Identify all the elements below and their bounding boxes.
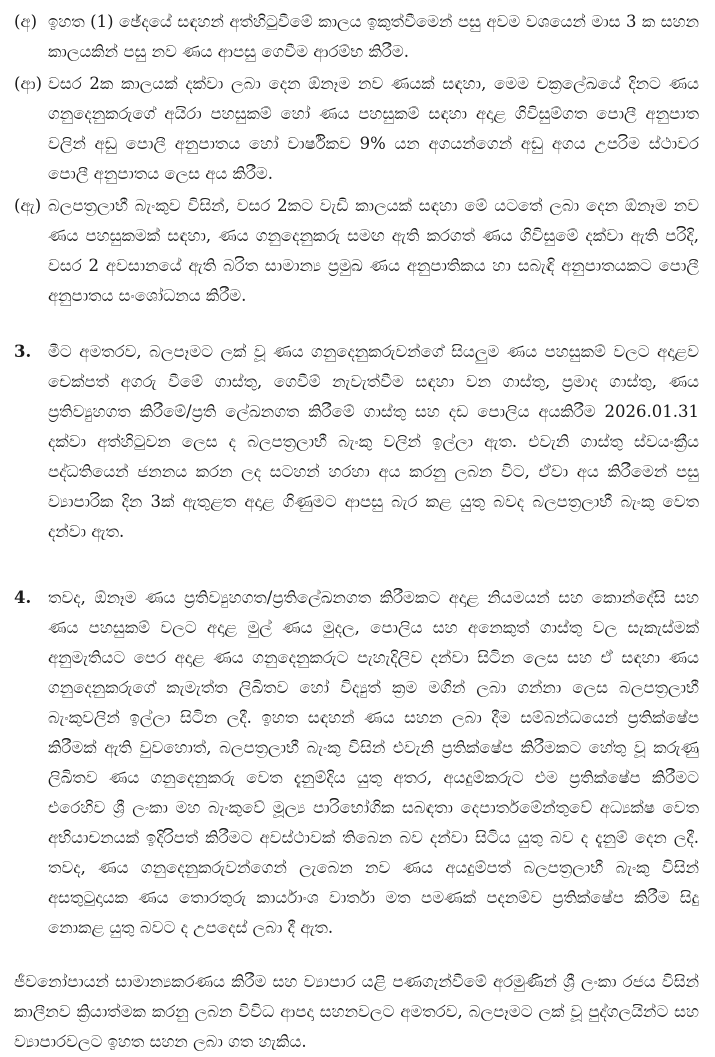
item-label-aa: (ආ) xyxy=(14,74,43,93)
item-label-ae: (ඇ) xyxy=(14,196,42,215)
item-text-aa: වසර 2ක කාලයක් දක්වා ලබා දෙන ඕනෑම නව ණයක් සඳහා, මෙම චක්‍රලේඛයේ දිනට ණය ගනුදෙනුකරුගේ අයිරා පහසුකම් හෝ ණය පහසුකම් සඳහා අදාළ ගිවිසුම්ගත පොලී අනුපාත වලින් අඩු පොලී අනුපාතය හෝ වාර්ෂිකව 9% යන අගයන්ගෙන් අඩු අගය උපරිම ස්ථාවර පොලී අනුපාතය ලෙස අය කිරීම. xyxy=(48,74,699,183)
item-number-3: 3. xyxy=(14,342,32,361)
lettered-item-aa xyxy=(14,69,699,189)
item-text-3: මීට අමතරව, බලපෑමට ලක් වූ ණය ගනුදෙනුකරුවන්ගේ සියලුම ණය පහසුකම් වලට අදාළව චෙක්පත් අගරු වීමේ ගාස්තු, ගෙවීම් නැවැත්වීම සඳහා වන ගාස්තු, ප්‍රමාද ගාස්තු, ණය ප්‍රතිව්‍යුහගත කිරීමේ/ප්‍රති ලේඛනගත කිරීමේ ගාස්තු සහ දඩ පොලිය අයකිරීම 2026.01.31 දක්වා අත්හිටුවන ලෙස ද බලපත්‍රලාභී බැංකු වලින් ඉල්ලා ඇත. එවැනි ගාස්තු ස්වයංක්‍රීය පද්ධතියෙන් ජනනය කරන ලද සටහන් හරහා අය කරනු ලබන විට, ඒවා අය කිරීමෙන් පසු ව්‍යාපාරික දින 3ක් ඇතුළත අදාළ ගිණුමට ආපසු බැර කළ යුතු බවද බලපත්‍රලාභී බැංකු වෙත දන්වා ඇත. xyxy=(48,342,699,541)
item-number-4: 4. xyxy=(14,588,32,607)
item-text-a: ඉහත (1) ඡේදයේ සඳහන් අත්හිටුවීමේ කාලය ඉකුත්වීමෙන් පසු අවම වශයෙන් මාස 3 ක සහන කාලයකින් පසු නව ණය ආපසු ගෙවීම ආරම්භ කිරීම. xyxy=(48,12,699,61)
lettered-item-a xyxy=(14,7,699,67)
item-label-a: (අ) xyxy=(14,12,38,31)
closing-paragraph: ජීවනෝපායන් සාමාන්‍යකරණය කිරීම සහ ව්‍යාපාර යළි පණගැන්වීමේ අරමුණින් ශ්‍රී ලංකා රජය විසින් කාලීනව ක්‍රියාත්මක කරනු ලබන විවිධ ආපදා සහනවලට අමතරව, බලපෑමට ලක් වූ පුද්ගලයින්ට සහ ව්‍යාපාරවලට ඉහත සහන ලබා ගත හැකිය. xyxy=(14,972,699,1051)
item-text-ae: බලපත්‍රලාභී බැංකුව විසින්, වසර 2කට වැඩි කාලයක් සඳහා මේ යටතේ ලබා දෙන ඕනෑම නව ණය පහසුකමක් සඳහා, ණය ගනුදෙනුකරු සමඟ ඇති කරගත් ණය ගිවිසුමේ දක්වා ඇති පරිදි, වසර 2 අවසානයේ ඇති බරිත සාමාන්‍ය ප්‍රමුඛ ණය අනුපාතිකය හා සබැඳි අනුපාතයකට පොලී අනුපාතය සංශෝධනය කිරීම. xyxy=(48,196,699,305)
lettered-item-ae xyxy=(14,191,699,311)
numbered-item-4 xyxy=(14,583,699,943)
numbered-item-3 xyxy=(14,337,699,547)
item-text-4: තවද, ඕනෑම ණය ප්‍රතිව්‍යුහගත/ප්‍රතිලේඛනගත කිරීමකට අදාළ නියමයන් සහ කොන්දේසි සහ ණය පහසුකම් වලට අදාළ මුල් ණය මුදල, පොලිය සහ අනෙකුත් ගාස්තු වල සැකැස්මක් අනුමැතියට පෙර අදාළ ණය ගනුදෙනුකරුට පැහැදිලිව දන්වා සිටින ලෙස සහ ඒ සඳහා ණය ගනුදෙනුකරුගේ කැමැත්ත ලිඛිතව හෝ විද්‍යුත් ක්‍රම මගින් ලබා ගන්නා ලෙස බලපත්‍රලාභී බැංකුවලින් ඉල්ලා සිටින ලදී. ඉහත සඳහන් ණය සහන ලබා දීම සම්බන්ධයෙන් ප්‍රතික්ෂේප කිරීමක් ඇති වුවහොත්, බලපත්‍රලාභී බැංකු විසින් එවැනි ප්‍රතික්ෂේප කිරීමකට හේතු වූ කරුණු ලිඛිතව ණය ගනුදෙනුකරු වෙත දැනුම්දිය යුතු අතර, අයදුම්කරුට එම ප්‍රතික්ෂේප කිරීමට එරෙහිව ශ්‍රී ලංකා මහ බැංකුවේ මූල්‍ය පාරිභෝගික සබඳතා දෙපාර්තමේන්තුවේ අධ්‍යක්ෂ වෙත අභියාචනයක් ඉදිරිපත් කිරීමට අවස්ථාවක් තිබෙන බව දන්වා සිටිය යුතු බව ද දැනුම් දෙන ලදී. තවද, ණය ගනුදෙනුකරුවන්ගෙන් ලැබෙන නව ණය අයදුම්පත් බලපත්‍රලාභී බැංකු විසින් අසතුටුදායක ණය තොරතුරු කාර්යාංශ වාර්තා මත පමණක් පදනම්ව ප්‍රතික්ෂේප කිරීම සිදු නොකළ යුතු බවට ද උපදෙස් ලබා දී ඇත. xyxy=(48,588,699,937)
